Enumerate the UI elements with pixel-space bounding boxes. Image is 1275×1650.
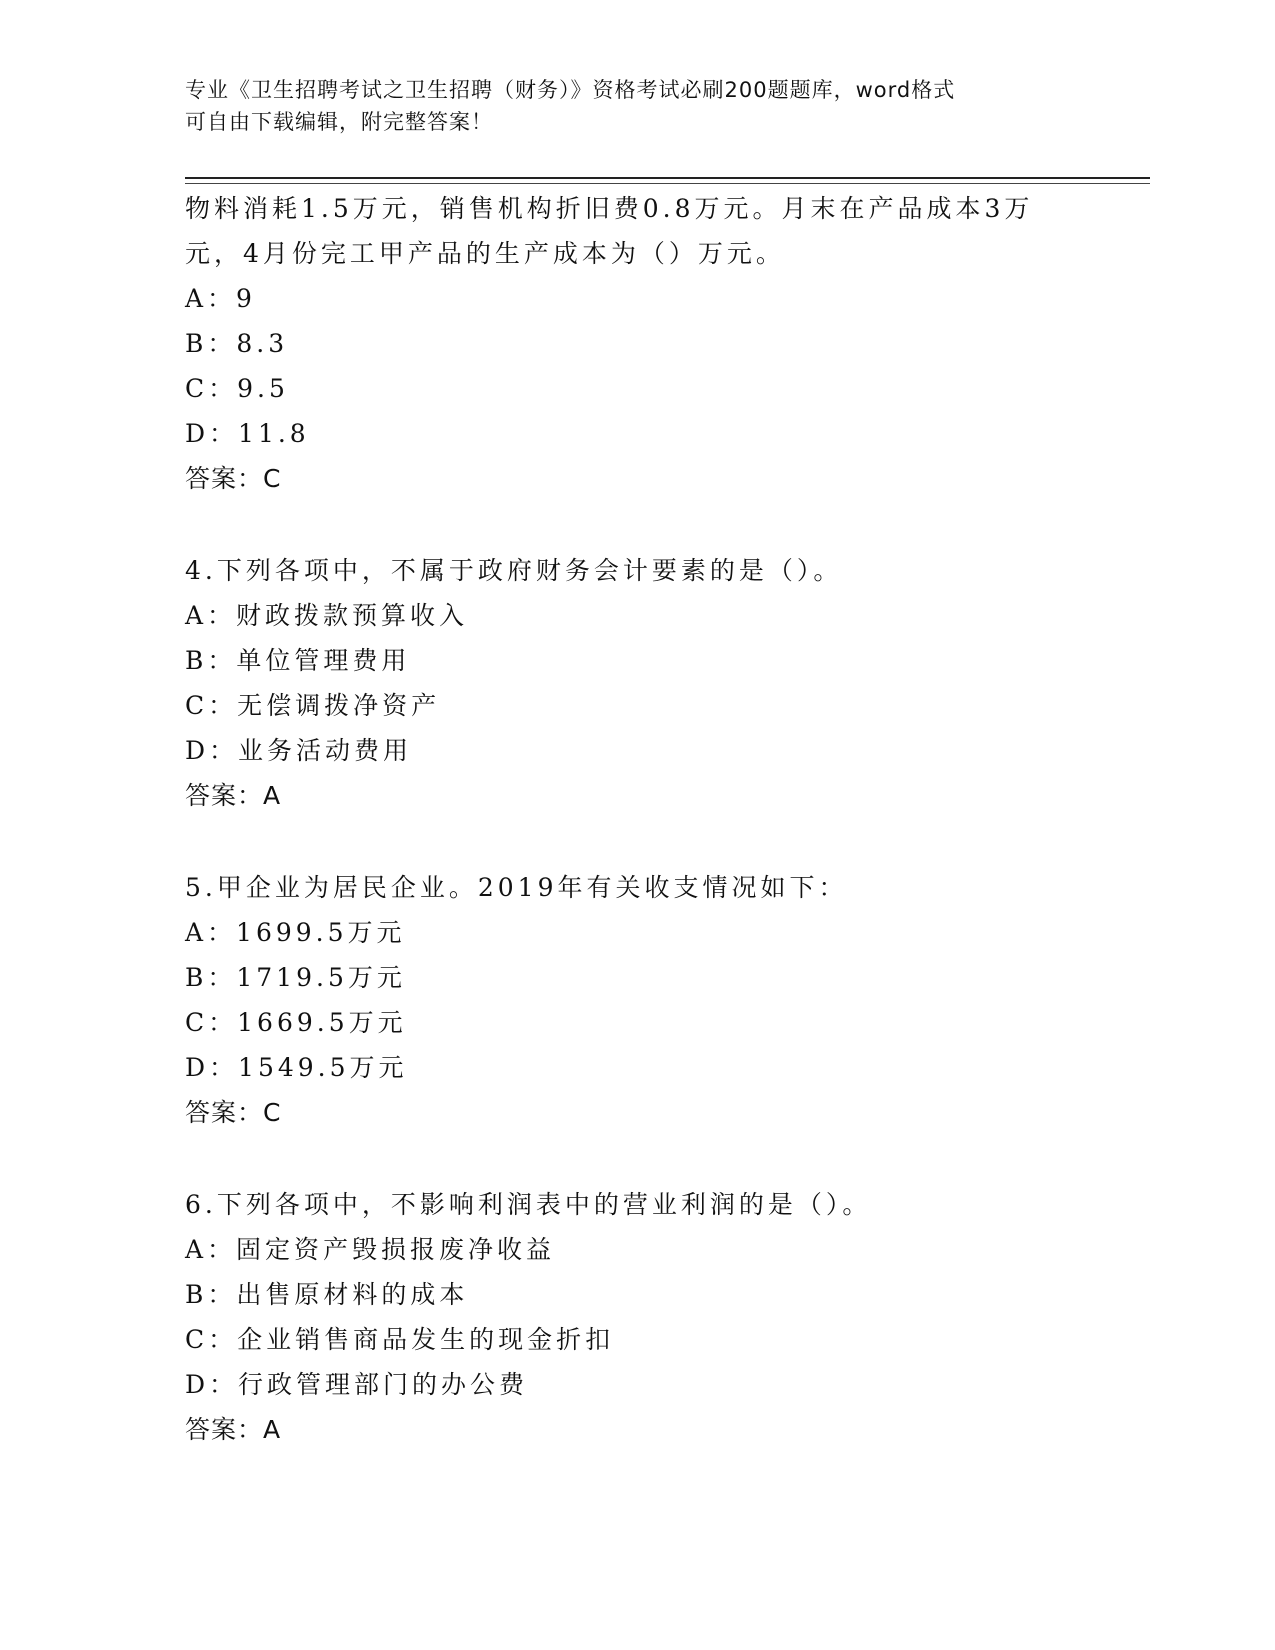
option-b: B：出售原材料的成本: [185, 1280, 469, 1309]
option-a: A：固定资产毁损报废净收益: [185, 1235, 556, 1264]
option-c: C：1669.5万元: [185, 1008, 407, 1037]
option-d: D：业务活动费用: [185, 736, 413, 765]
option-c: C：9.5: [185, 374, 289, 403]
question-stem-line: 物料消耗1.5万元，销售机构折旧费0.8万元。月末在产品成本3万: [185, 194, 1034, 223]
question-3-continuation: [185, 186, 1085, 501]
option-d: D：11.8: [185, 419, 310, 448]
answer-line: 答案：C: [185, 1098, 282, 1127]
question-5: [185, 865, 1085, 1135]
answer-line: 答案：A: [185, 1415, 282, 1444]
option-b: B：1719.5万元: [185, 963, 406, 992]
option-b: B：单位管理费用: [185, 646, 411, 675]
document-header: [185, 74, 1065, 138]
option-a: A：9: [185, 284, 256, 313]
option-c: C：无偿调拨净资产: [185, 691, 441, 720]
header-title-line-2: 可自由下载编辑，附完整答案！: [185, 110, 493, 134]
question-4: [185, 548, 1085, 818]
question-stem: 5.甲企业为居民企业。2019年有关收支情况如下：: [185, 873, 848, 902]
answer-line: 答案：A: [185, 781, 282, 810]
question-stem: 4.下列各项中，不属于政府财务会计要素的是（）。: [185, 556, 843, 585]
header-divider-thick: [185, 177, 1150, 179]
header-divider-thin: [185, 183, 1150, 184]
question-content: [185, 186, 1085, 1452]
option-d: D：行政管理部门的办公费: [185, 1370, 529, 1399]
answer-line: 答案：C: [185, 464, 282, 493]
question-stem-line: 元，4月份完工甲产品的生产成本为（）万元。: [185, 239, 785, 268]
option-d: D：1549.5万元: [185, 1053, 408, 1082]
header-title-line-1: 专业《卫生招聘考试之卫生招聘（财务）》资格考试必刷200题题库，word格式: [185, 78, 956, 102]
question-stem: 6.下列各项中，不影响利润表中的营业利润的是（）。: [185, 1190, 872, 1219]
question-6: [185, 1182, 1085, 1452]
option-c: C：企业销售商品发生的现金折扣: [185, 1325, 615, 1354]
option-b: B：8.3: [185, 329, 289, 358]
option-a: A：财政拨款预算收入: [185, 601, 469, 630]
option-a: A：1699.5万元: [185, 918, 406, 947]
